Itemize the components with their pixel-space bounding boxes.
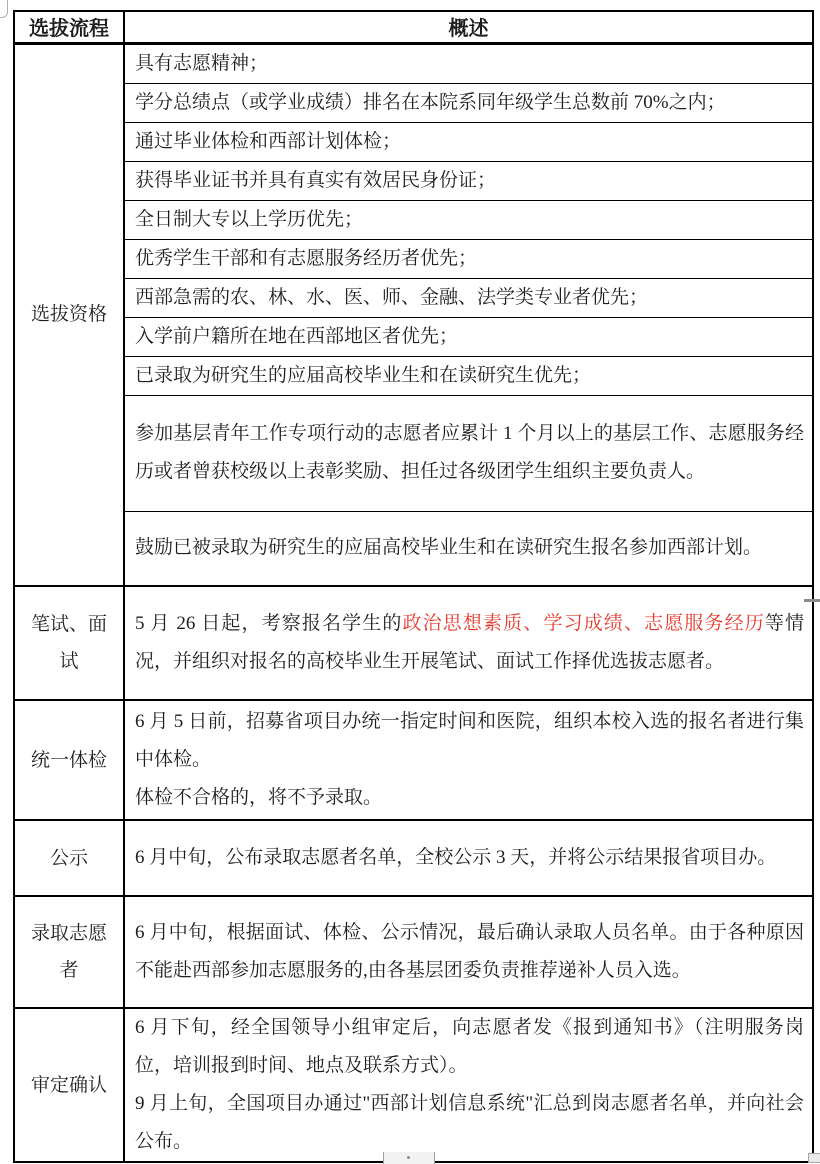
stage-label-admission: 录取志愿者: [14, 896, 124, 1008]
confirmation-paragraph-1: 6 月下旬，经全国领导小组审定后，向志愿者发《报到通知书》（注明服务岗位，培训报到时间、地点及联系方式）。: [135, 1017, 804, 1076]
written-test-text-after: 等情况，并组织对报名的高校毕业生开展笔试、面试工作择优选拔志愿者。: [135, 613, 804, 672]
table-row: [14, 43, 813, 83]
written-test-highlight: 政治思想素质、学习成绩、志愿服务经历: [402, 613, 765, 634]
written-test-text-before: 5 月 26 日起，考察报名学生的: [135, 613, 403, 634]
stage-label-physical-exam: 统一体检: [14, 700, 124, 820]
admission-description: 6 月中旬，根据面试、体检、公示情况，最后确认录取人员名单。由于各种原因不能赴西部参加志愿服务的,由各基层团委负责推荐递补人员入选。: [124, 896, 813, 1008]
physical-exam-paragraph-1: 6 月 5 日前，招募省项目办统一指定时间和医院，组织本校入选的报名者进行集中体检。: [135, 711, 804, 770]
qualification-item: 西部急需的农、林、水、医、师、金融、法学类专业者优先；: [124, 278, 813, 317]
qualification-item: 入学前户籍所在地在西部地区者优先；: [124, 317, 813, 356]
table-row: [14, 1008, 813, 1162]
table-row: [14, 511, 813, 586]
table-row: [14, 820, 813, 896]
table-header-row: [14, 11, 813, 43]
stage-label-written-test: 笔试、面试: [14, 586, 124, 700]
table-row: [14, 586, 813, 700]
page-tab-fragment: [0, 0, 8, 18]
qualification-item: 获得毕业证书并具有真实有效居民身份证；: [124, 161, 813, 200]
scrollbar-grip-dot: [407, 1156, 410, 1159]
physical-exam-description: [124, 700, 813, 820]
table-row: [14, 122, 813, 161]
publicity-description: 6 月中旬，公布录取志愿者名单，全校公示 3 天，并将公示结果报省项目办。: [124, 820, 813, 896]
qualification-item: 学分总绩点（或学业成绩）排名在本院系同年级学生总数前 70%之内；: [124, 83, 813, 122]
table-row: [14, 700, 813, 820]
qualification-item: 参加基层青年工作专项行动的志愿者应累计 1 个月以上的基层工作、志愿服务经历或者曾获校级以上表彰奖励、担任过各级团学生组织主要负责人。: [124, 395, 813, 511]
right-margin-marker: [804, 599, 820, 602]
qualification-item: 具有志愿精神；: [124, 43, 813, 83]
qualification-item: 已录取为研究生的应届高校毕业生和在读研究生优先；: [124, 356, 813, 395]
table-row: [14, 395, 813, 511]
written-test-description: [124, 586, 813, 700]
qualification-item: 优秀学生干部和有志愿服务经历者优先；: [124, 239, 813, 278]
table-row: [14, 317, 813, 356]
confirmation-description: [124, 1008, 813, 1162]
table-row: [14, 896, 813, 1008]
selection-process-table: [13, 10, 814, 1163]
table-row: [14, 200, 813, 239]
table-row: [14, 278, 813, 317]
stage-label-confirmation: 审定确认: [14, 1008, 124, 1162]
column-header-overview: 概述: [124, 11, 813, 43]
qualification-item: 通过毕业体检和西部计划体检；: [124, 122, 813, 161]
column-header-process: 选拔流程: [14, 11, 124, 43]
stage-label-publicity: 公示: [14, 820, 124, 896]
table-row: [14, 83, 813, 122]
confirmation-paragraph-2: 9 月上旬，全国项目办通过"西部计划信息系统"汇总到岗志愿者名单，并向社会公布。: [135, 1093, 804, 1152]
table-row: [14, 356, 813, 395]
table-row: [14, 239, 813, 278]
qualification-item: 鼓励已被录取为研究生的应届高校毕业生和在读研究生报名参加西部计划。: [124, 511, 813, 586]
scrollbar-corner: [808, 1153, 820, 1163]
horizontal-scrollbar-thumb[interactable]: [383, 1152, 435, 1164]
physical-exam-paragraph-2: 体检不合格的，将不予录取。: [135, 787, 383, 808]
stage-label-qualification: 选拔资格: [14, 43, 124, 586]
qualification-item: 全日制大专以上学历优先；: [124, 200, 813, 239]
table-row: [14, 161, 813, 200]
